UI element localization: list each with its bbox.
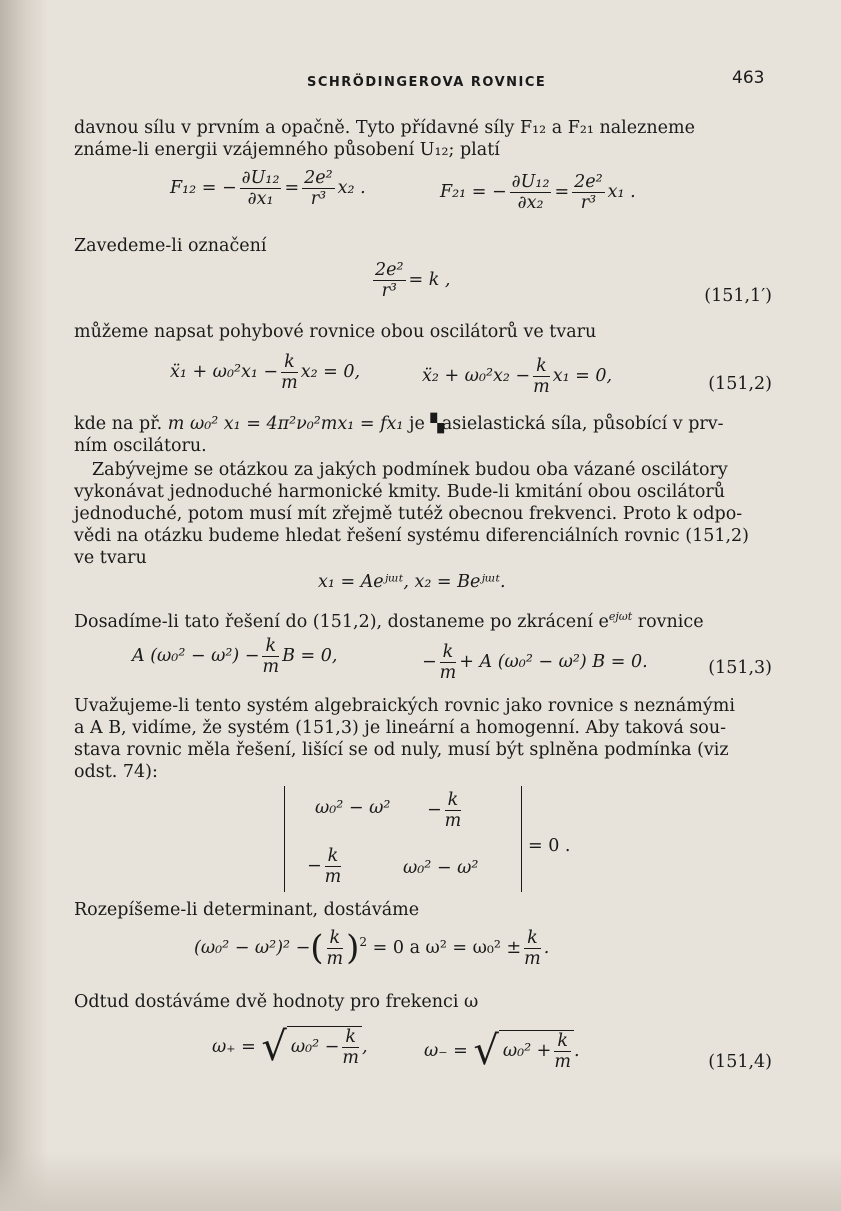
eq-part: x₁ .	[607, 182, 636, 202]
equation-motion-2	[422, 356, 612, 397]
denominator: m	[524, 949, 541, 969]
fraction	[327, 928, 344, 969]
text-line: Rozepíšeme-li determinant, dostáváme	[74, 900, 420, 920]
numerator: 2e²	[375, 260, 404, 280]
eq-part: = 0 a ω² = ω₀² ±	[372, 938, 522, 958]
running-head: SCHRÖDINGEROVA ROVNICE	[307, 75, 547, 90]
eq-part: x₁ = 0,	[552, 366, 613, 386]
det-cell	[307, 846, 344, 887]
denominator: ∂x₂	[517, 193, 544, 213]
text-line: ním oscilátoru.	[74, 436, 207, 456]
fraction	[524, 928, 541, 969]
fraction	[342, 1027, 359, 1068]
equation-number: (151,4)	[708, 1052, 772, 1072]
eq-part: −	[422, 652, 437, 672]
sqrt-sign: √	[473, 1028, 499, 1074]
sqrt-sign: √	[261, 1024, 287, 1070]
fraction	[302, 168, 335, 209]
text-line: známe-li energii vzájemného působení U₁₂; platí	[74, 140, 500, 160]
numerator: k	[281, 352, 298, 373]
denominator: m	[324, 867, 342, 887]
fraction	[510, 172, 552, 213]
text-line: odst. 74):	[74, 762, 158, 782]
ink-blot: ▚	[430, 414, 442, 434]
numerator: k	[524, 928, 541, 949]
eq-part: B = 0,	[282, 646, 338, 666]
eq-part: ẍ₂ + ω₀²x₂ −	[422, 366, 531, 386]
equation-k-definition	[370, 260, 450, 301]
text-line: Uvažujeme-li tento systém algebraických rovnic jako rovnice s neznámými	[74, 696, 735, 716]
eq-part: x₂ = 0,	[300, 362, 361, 382]
text-span: kde na př.	[74, 414, 163, 434]
equation-omega-plus	[212, 1026, 368, 1068]
det-cell	[427, 790, 464, 831]
denominator: m	[554, 1052, 571, 1072]
eq-part: ω₊ =	[212, 1037, 256, 1057]
denominator: m	[342, 1048, 359, 1068]
page-edge-shadow	[0, 0, 48, 1211]
eq-part: = k ,	[408, 270, 451, 290]
numerator: k	[445, 790, 462, 811]
denominator: r³	[381, 281, 397, 301]
eq-part: −	[307, 856, 322, 876]
inline-math: ejωt	[608, 610, 633, 623]
fraction	[262, 636, 279, 677]
text-line: Odtud dostáváme dvě hodnoty pro frekenci ω	[74, 992, 479, 1012]
fraction	[325, 846, 342, 887]
det-cell: ω₀² − ω²	[403, 858, 479, 878]
eq-part: ẍ₁ + ω₀²x₁ −	[170, 362, 279, 382]
text-line: a A B, vidíme, že systém (151,3) je lineární a homogenní. Aby taková sou-	[74, 718, 727, 738]
numerator: k	[327, 928, 344, 949]
text-line: Zabývejme se otázkou za jakých podmínek budou oba vázané oscilátory	[92, 460, 728, 480]
book-page	[62, 0, 772, 1211]
text-line: ve tvaru	[74, 548, 147, 568]
text-span: Dosadíme-li tato řešení do (151,2), dostaneme po zkrácení e	[74, 611, 609, 632]
eq-part: ,	[361, 1037, 368, 1057]
eq-part: x₂ .	[337, 178, 366, 198]
numerator: k	[440, 642, 457, 663]
denominator: m	[439, 663, 457, 683]
numerator: k	[554, 1031, 571, 1052]
eq-part: −	[427, 800, 442, 820]
fraction	[281, 352, 298, 393]
eq-part: .	[573, 1041, 580, 1061]
denominator: m	[281, 373, 298, 393]
denominator: ∂x₁	[247, 189, 274, 209]
eq-part: F₁₂ = −	[170, 178, 237, 198]
fraction	[445, 790, 462, 831]
equation-f12	[170, 168, 366, 209]
text-span: je	[409, 414, 425, 434]
numerator: ∂U₁₂	[511, 172, 550, 192]
denominator: m	[326, 949, 344, 969]
determinant	[284, 786, 522, 892]
determinant-equals: = 0 .	[528, 836, 571, 856]
fraction	[554, 1031, 571, 1072]
equation-f21	[440, 172, 636, 213]
page-number: 463	[732, 68, 765, 88]
paren: (	[310, 928, 324, 968]
exponent: 2	[359, 935, 368, 950]
fraction	[572, 172, 605, 213]
equation-ansatz: x₁ = Aeʲᵚᵗ, x₂ = Beʲᵚᵗ.	[318, 572, 506, 592]
radicand	[287, 1026, 362, 1068]
equation-system-2	[422, 642, 648, 683]
numerator: k	[325, 846, 342, 867]
text-line: davnou sílu v prvním a opačně. Tyto přídavné síly F₁₂ a F₂₁ nalezneme	[74, 118, 695, 138]
eq-part: =	[284, 178, 300, 198]
equation-number: (151,1′)	[704, 286, 772, 306]
numerator: k	[262, 636, 279, 657]
text-line: vykonávat jednoduché harmonické kmity. Bude-li kmitání obou oscilátorů	[74, 482, 726, 502]
eq-part: F₂₁ = −	[440, 182, 507, 202]
inline-math: m ω₀² x₁ = 4π²ν₀²mx₁ = fx₁	[167, 414, 404, 434]
text-line	[74, 606, 704, 633]
text-line: stava rovnic měla řešení, lišící se od nuly, musí být splněna podmínka (viz	[74, 740, 729, 760]
denominator: m	[444, 811, 462, 831]
equation-characteristic	[194, 928, 549, 969]
denominator: r³	[310, 189, 327, 209]
text-line: Zavedeme-li označení	[74, 236, 267, 256]
eq-part: .	[543, 938, 550, 958]
text-span: asielastická síla, působící v prv-	[441, 414, 724, 434]
denominator: r³	[580, 193, 597, 213]
fraction	[240, 168, 282, 209]
numerator: ∂U₁₂	[241, 168, 280, 188]
eq-part: (ω₀² − ω²)² −	[194, 938, 311, 958]
equation-system-1	[132, 636, 337, 677]
denominator: m	[533, 377, 550, 397]
det-cell: ω₀² − ω²	[315, 798, 391, 818]
numerator: 2e²	[304, 168, 333, 188]
eq-part: + A (ω₀² − ω²) B = 0.	[459, 652, 648, 672]
denominator: m	[262, 657, 280, 677]
text-line	[74, 414, 724, 435]
text-line: vědi na otázku budeme hledat řešení systému diferenciálních rovnic (151,2)	[74, 526, 750, 546]
equation-omega-minus	[424, 1030, 580, 1072]
fraction	[440, 642, 457, 683]
text-line: jednoduché, potom musí mít zřejmě tutéž obecnou frekvenci. Proto k odpo-	[74, 504, 743, 524]
numerator: k	[533, 356, 550, 377]
text-span: rovnice	[632, 611, 704, 632]
equation-number: (151,3)	[708, 658, 772, 678]
eq-part: A (ω₀² − ω²) −	[132, 646, 260, 666]
equation-motion-1	[170, 352, 360, 393]
numerator: 2e²	[574, 172, 603, 192]
radicand	[499, 1030, 574, 1072]
eq-part: ω₋ =	[424, 1041, 468, 1061]
eq-part: =	[554, 182, 570, 202]
paren: )	[346, 928, 360, 968]
fraction	[533, 356, 550, 397]
text-line: můžeme napsat pohybové rovnice obou oscilátorů ve tvaru	[74, 322, 597, 342]
fraction	[373, 260, 406, 301]
numerator: k	[342, 1027, 359, 1048]
eq-part: ω₀² −	[290, 1037, 340, 1057]
eq-part: ω₀² +	[502, 1041, 552, 1061]
equation-number: (151,2)	[708, 374, 772, 394]
